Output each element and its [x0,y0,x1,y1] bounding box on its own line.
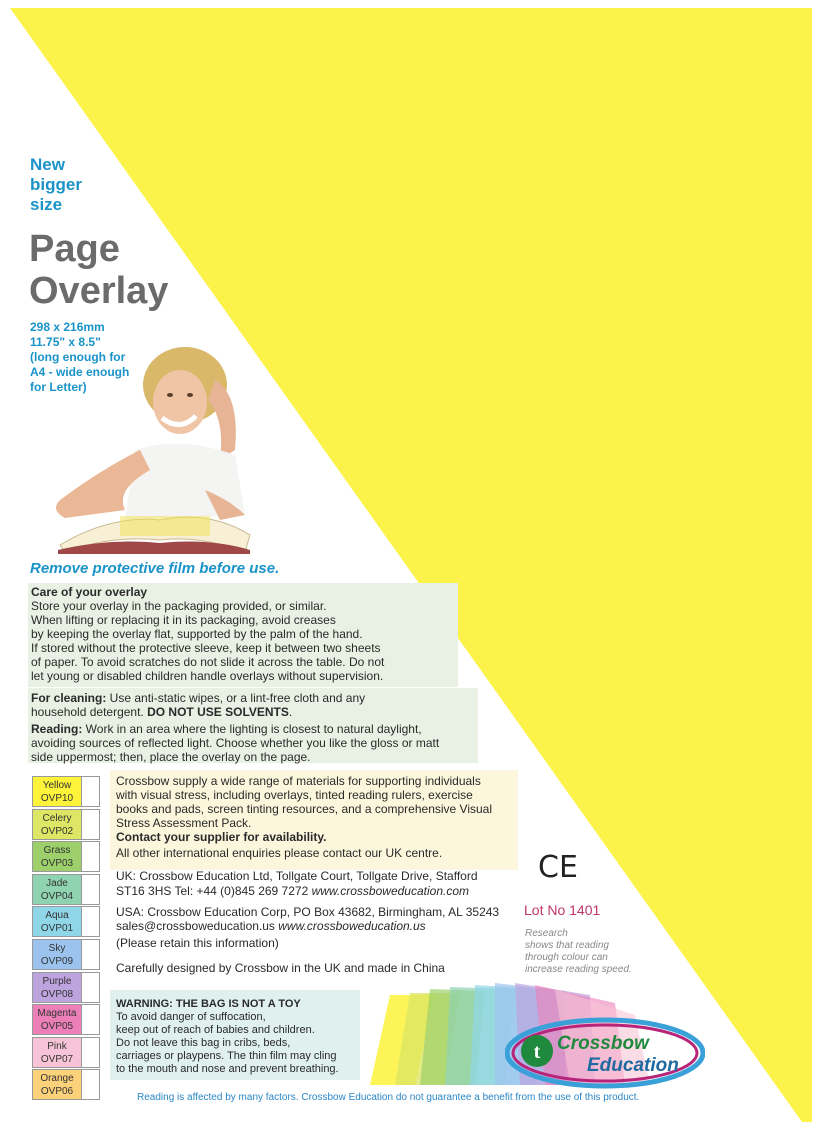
svg-text:t: t [533,1041,541,1063]
swatch-code: OVP04 [40,891,74,902]
swatch-code: OVP02 [40,826,74,837]
swatch-code: OVP09 [40,956,74,967]
supply-line: with visual stress, including overlays, tinted reading rulers, exercise [116,788,473,802]
designed-in-uk-text: Carefully designed by Crossbow in the UK and made in China [116,961,445,975]
page-title [29,228,168,312]
swatch-blank-cell [82,1004,100,1035]
retain-info-note: (Please retain this information) [116,936,279,950]
new-bigger-size-headline [30,155,82,215]
cleaning-section [31,691,365,719]
swatch-blank-cell [82,972,100,1003]
swatch-code: OVP05 [40,1021,74,1032]
care-line: of paper. To avoid scratches do not slide it across the table. Do not [31,655,385,669]
uk-phone: ST16 3HS Tel: +44 (0)845 269 7272 [116,884,312,898]
care-line: Store your overlay in the packaging provided, or similar. [31,599,327,613]
headline-line: bigger [30,175,82,194]
uk-website-link[interactable]: www.crossboweducation.com [311,884,469,898]
warning-line: carriages or playpens. The thin film may cling [116,1050,337,1062]
warning-line: keep out of reach of babies and children. [116,1024,315,1036]
cleaning-text: Use anti-static wipes, or a lint-free cloth and any [106,691,366,705]
cleaning-text: household detergent. [31,705,148,719]
research-line: Research [525,928,568,939]
warning-line: to the mouth and nose and prevent breathing. [116,1063,339,1075]
swatch-jade [32,874,82,905]
warning-heading: WARNING: THE BAG IS NOT A TOY [116,998,301,1010]
swatch-code: OVP07 [40,1054,74,1065]
warning-line: To avoid danger of suffocation, [116,1011,266,1023]
dimension-line: 11.75" x 8.5" [30,335,101,349]
care-line: When lifting or replacing it in its packaging, avoid creases [31,613,336,627]
crossbow-education-logo [505,1015,705,1090]
no-solvents-text: DO NOT USE SOLVENTS [147,705,289,719]
cleaning-text: . [288,705,293,719]
swatch-name: Orange [40,1073,74,1084]
reading-label: Reading: [31,722,83,736]
headline-line: size [30,195,63,214]
swatch-name: Aqua [45,910,69,921]
usa-address [116,905,499,950]
warning-line: Do not leave this bag in cribs, beds, [116,1037,291,1049]
swatch-blank-cell [82,939,100,970]
swatch-magenta [32,1004,82,1035]
supply-section [116,774,492,860]
title-line: Overlay [29,270,169,312]
swatch-name: Jade [46,878,68,889]
dimension-line: (long enough for [30,350,126,364]
cleaning-label: For cleaning: [31,691,107,705]
swatch-code: OVP03 [40,858,74,869]
disclaimer-footer: Reading is affected by many factors. Crossbow Education do not guarantee a benefit from the use of this product. [137,1092,640,1103]
supply-line: Crossbow supply a wide range of materials for supporting individuals [116,774,481,788]
swatch-pink [32,1037,82,1068]
swatch-blank-cell [82,776,100,807]
care-line: let young or disabled children handle overlays without supervision. [31,669,384,683]
swatch-code: OVP01 [40,923,74,934]
reading-text: avoiding sources of reflected light. Choose whether you like the gloss or matt [31,736,440,750]
uk-address-line: UK: Crossbow Education Ltd, Tollgate Court, Tollgate Drive, Stafford [116,869,478,883]
swatch-purple [32,972,82,1003]
swatch-blank-cell [82,906,100,937]
headline-line: New [30,155,65,174]
lot-number: Lot No 1401 [524,902,601,918]
supply-line: Stress Assessment Pack. [116,816,252,830]
research-line: increase reading speed. [525,964,632,975]
care-heading: Care of your overlay [31,585,148,599]
swatch-blank-cell [82,874,100,905]
supply-line: books and pads, screen tinting resources, and a comprehensive Visual [116,802,493,816]
swatch-blank-cell [82,841,100,872]
research-note [525,928,632,976]
swatch-blank-cell [82,809,100,840]
swatch-aqua [32,906,82,937]
swatch-code: OVP08 [40,989,74,1000]
swatch-name: Yellow [42,780,72,791]
care-line: If stored without the protective sleeve, keep it between two sheets [31,641,381,655]
contact-supplier-text: Contact your supplier for availability. [116,830,327,844]
swatch-sky [32,939,82,970]
research-line: shows that reading [525,940,609,951]
swatch-name: Pink [47,1041,67,1052]
swatch-name: Magenta [37,1008,77,1019]
reading-text: side uppermost; then, place the overlay on the page. [31,750,311,764]
swatch-name: Grass [43,845,71,856]
usa-email[interactable]: sales@crossboweducation.us [116,919,279,933]
usa-address-line: USA: Crossbow Education Corp, PO Box 43682, Birmingham, AL 35243 [116,905,500,919]
usa-website-link[interactable]: www.crossboweducation.us [278,919,426,933]
swatch-code: OVP06 [40,1086,74,1097]
logo-text-crossbow: Crossbow [557,1033,649,1054]
remove-film-notice: Remove protective film before use. [30,560,280,577]
research-line: through colour can [525,952,608,963]
swatch-code: OVP10 [40,793,74,804]
swatch-grass [32,841,82,872]
dimension-line: for Letter) [30,380,87,394]
ce-mark-icon: CE [538,850,578,885]
logo-text-education: Education [587,1055,679,1076]
swatch-blank-cell [82,1069,100,1100]
swatch-yellow [32,776,82,807]
swatch-name: Purple [42,976,72,987]
care-section [31,585,384,683]
swatch-name: Celery [42,813,72,824]
care-line: by keeping the overlay flat, supported by the palm of the hand. [31,627,363,641]
reading-section [31,722,439,764]
warning-section [116,998,339,1076]
dimension-line: 298 x 216mm [30,320,105,334]
swatch-celery [32,809,82,840]
reading-text: Work in an area where the lighting is closest to natural daylight, [82,722,422,736]
swatch-orange [32,1069,82,1100]
international-enquiries-text: All other international enquiries please contact our UK centre. [116,846,443,860]
dimension-line: A4 - wide enough [30,365,130,379]
uk-address [116,869,478,898]
woman-reading-photo [40,340,260,555]
swatch-blank-cell [82,1037,100,1068]
swatch-name: Sky [48,943,66,954]
title-line: Page [29,228,120,270]
